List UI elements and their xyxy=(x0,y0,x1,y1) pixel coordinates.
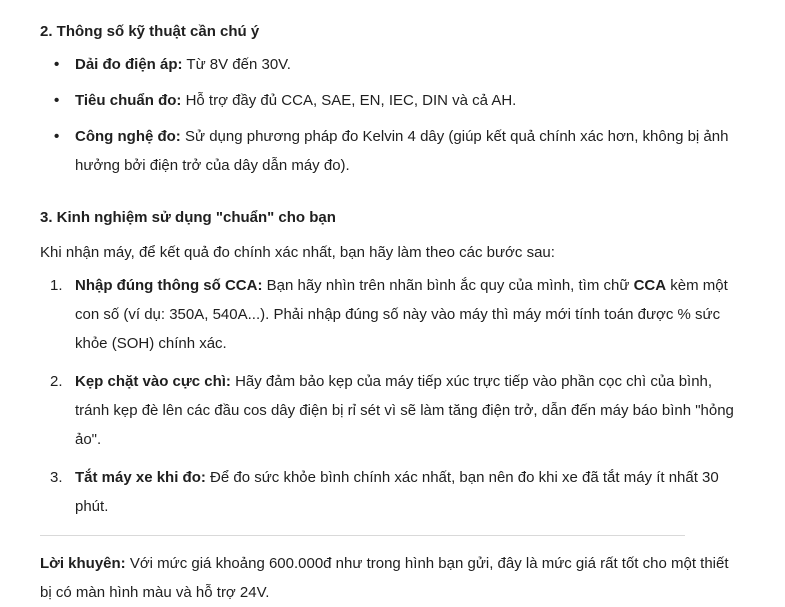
step-number: 3. xyxy=(50,469,63,486)
spec-label: Công nghệ đo: xyxy=(75,128,181,145)
step-emphasis: CCA xyxy=(633,277,667,294)
step-label: Kẹp chặt vào cực chì: xyxy=(75,373,231,390)
tips-intro: Khi nhận máy, để kết quả đo chính xác nhất, bạn hãy làm theo các bước sau: xyxy=(40,244,555,261)
spec-text: Sử dụng phương pháp đo Kelvin 4 dây (giúp kết quả chính xác hơn, không bị ảnh hưởng bởi điện trở của dây dẫn máy đo). xyxy=(75,128,729,174)
list-item xyxy=(40,122,737,180)
section-divider xyxy=(40,535,685,536)
step-number: 2. xyxy=(50,373,63,390)
spec-label: Tiêu chuẩn đo: xyxy=(75,92,182,109)
advice-paragraph xyxy=(40,549,737,607)
spec-text: Từ 8V đến 30V. xyxy=(182,56,291,73)
step-text: Bạn hãy nhìn trên nhãn bình ắc quy của mình, tìm chữ xyxy=(262,277,634,294)
specs-list xyxy=(40,50,737,180)
bullet-icon: • xyxy=(54,92,60,109)
list-item xyxy=(40,463,737,521)
spec-label: Dải đo điện áp: xyxy=(75,56,183,73)
list-item xyxy=(40,271,737,358)
step-label: Nhập đúng thông số CCA: xyxy=(75,277,263,294)
bullet-icon: • xyxy=(54,56,60,73)
step-text: Hãy đảm bảo kẹp của máy tiếp xúc trực tiếp vào phần cọc chì của bình, tránh kẹp đè lên các đầu cos dây điện bị rỉ sét vì sẽ làm tăng điện trở, dẫn đến máy báo bình "hỏng ảo". xyxy=(75,373,734,448)
steps-list xyxy=(40,271,737,521)
step-text-continued: kèm một con số (ví dụ: 350A, 540A...). Phải nhập đúng số này vào máy thì máy mới tính toán được % sức khỏe (SOH) chính xác. xyxy=(75,277,728,352)
advice-text: Với mức giá khoảng 600.000đ như trong hình bạn gửi, đây là mức giá rất tốt cho một thiết bị có màn hình màu và hỗ trợ 24V. xyxy=(40,555,729,601)
section-heading-tips: 3. Kinh nghiệm sử dụng "chuẩn" cho bạn xyxy=(40,209,336,226)
list-item xyxy=(40,86,737,115)
section-heading-specs: 2. Thông số kỹ thuật cần chú ý xyxy=(40,23,260,40)
list-item xyxy=(40,50,737,79)
bullet-icon: • xyxy=(54,128,60,145)
step-label: Tắt máy xe khi đo: xyxy=(75,469,206,486)
step-text: Để đo sức khỏe bình chính xác nhất, bạn nên đo khi xe đã tắt máy ít nhất 30 phút. xyxy=(75,469,719,515)
advice-label: Lời khuyên: xyxy=(40,555,126,572)
spec-text: Hỗ trợ đầy đủ CCA, SAE, EN, IEC, DIN và cả AH. xyxy=(181,92,517,109)
list-item xyxy=(40,367,737,454)
step-number: 1. xyxy=(50,277,63,294)
